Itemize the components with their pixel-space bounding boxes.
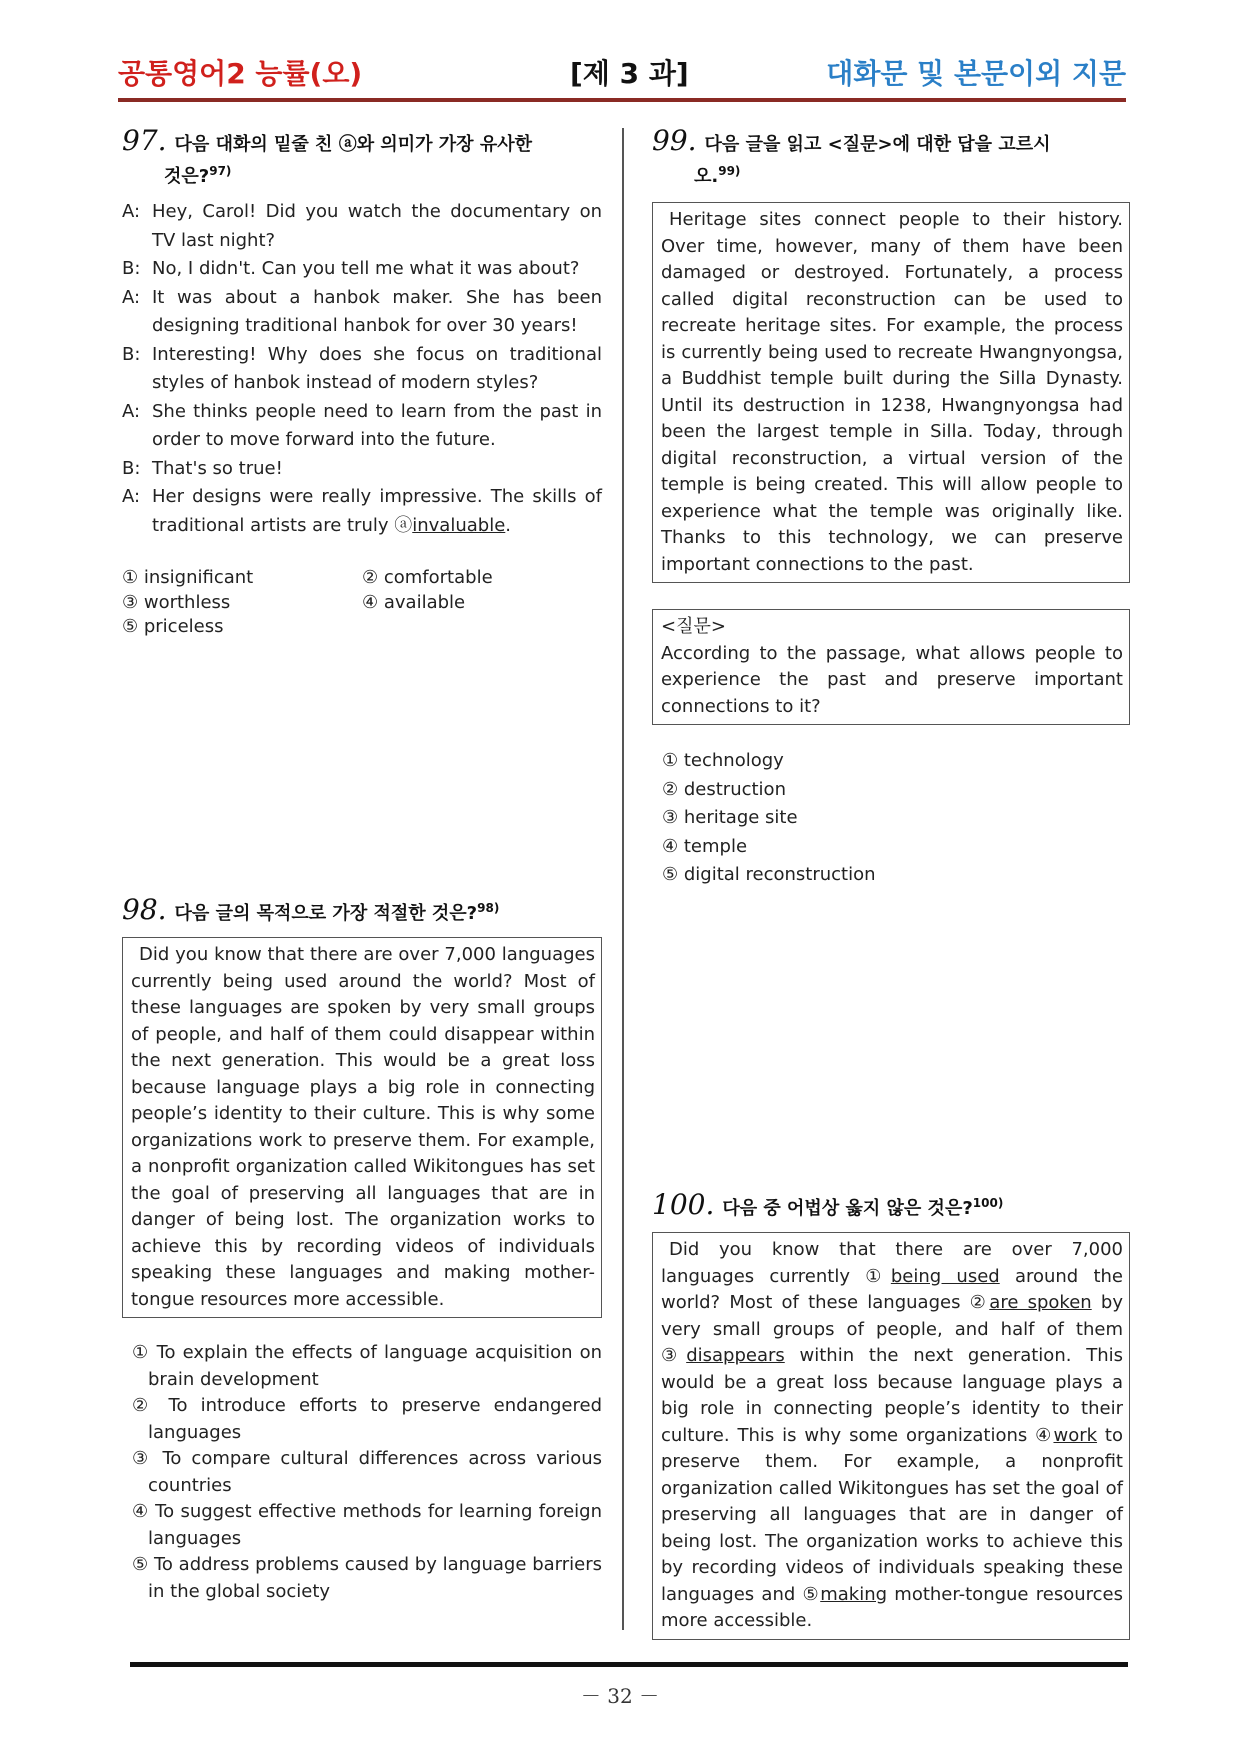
question-98-header — [122, 895, 602, 927]
option-5[interactable]: ⑤ digital reconstruction — [662, 864, 876, 885]
dialog-line — [122, 398, 602, 455]
question-number: 98. — [122, 893, 167, 926]
header-lesson: [제 3 과] — [570, 57, 689, 90]
passage-text: Did you know that there are over 7,000 languages currently ①being used around the world? Most of these languages ②are spoken by very small groups of people, and half of them ③disappears within the next generation. This would be a great loss because language plays a big role in connecting people’s identity to their culture. This is why some organizations ④work to preserve them. For example, a nonprofit organization called Wikitongues has set the goal of preserving all languages that are in danger of being lost. The organization works to achieve this by recording videos of individuals speaking these languages and ⑤making mother-tongue resources more accessible. — [661, 1239, 1123, 1631]
question-97 — [122, 124, 602, 640]
answer-options — [122, 1340, 602, 1605]
header-section: 대화문 및 본문이외 지문 — [826, 57, 1126, 90]
question-number: 100. — [652, 1188, 715, 1221]
question-text: 다음 대화의 밑줄 친 ⓐ와 의미가 가장 유사한 — [174, 134, 532, 155]
speaker: A: — [122, 286, 141, 308]
option-2[interactable]: ② destruction — [662, 778, 786, 800]
question-number: 99. — [652, 124, 697, 157]
question-100-header — [652, 1190, 1130, 1222]
dialog-text: That's so true! — [152, 457, 283, 479]
speaker: A: — [122, 400, 141, 422]
dialog-line — [122, 483, 602, 540]
answer-options — [652, 747, 1130, 890]
dialog-line — [122, 341, 602, 398]
underlined-phrase-4: work — [1053, 1424, 1098, 1446]
option-5[interactable]: ⑤ To address problems caused by language barriers in the global society — [132, 1554, 602, 1602]
underlined-phrase-2: are spoken — [989, 1292, 1092, 1313]
answer-options — [122, 566, 602, 640]
dialog-text: It was about a hanbok maker. She has been designing traditional hanbok for over 30 years! — [152, 286, 602, 336]
dialog-line — [122, 455, 602, 484]
option-4[interactable]: ④ temple — [662, 835, 748, 857]
passage-text: Did you know that there are over 7,000 languages currently being used around the world? Most of these languages are spoken by very small groups of people, and half of them could disappear within the next generation. This would be a great loss because language plays a big role in connecting people’s identity to their culture. This is why some organizations work to preserve them. For example, a nonprofit organization called Wikitongues has set the goal of preserving all languages that are in danger of being lost. The organization works to achieve this by recording videos of individuals speaking these languages and making mother-tongue resources more accessible. — [131, 944, 595, 1310]
option-2[interactable]: ② To introduce efforts to preserve endangered languages — [132, 1395, 602, 1443]
footnote-ref: 98) — [477, 901, 500, 915]
question-text-cont: 오. — [694, 166, 719, 187]
footer-rule — [130, 1662, 1128, 1667]
header-rule — [118, 98, 1126, 102]
question-100 — [652, 1190, 1130, 1640]
footnote-ref: 97) — [209, 164, 232, 178]
question-99-header — [652, 124, 1130, 190]
header-textbook-title: 공통영어2 능률(오) — [118, 57, 363, 90]
speaker: A: — [122, 201, 141, 222]
question-99 — [652, 124, 1130, 890]
underlined-phrase-3: disappears — [686, 1345, 785, 1366]
page-header — [118, 52, 1126, 98]
question-text-cont: 것은? — [164, 166, 210, 187]
underlined-word: invaluable — [412, 514, 506, 536]
dialog-text: Hey, Carol! Did you watch the documentary on TV last night? — [152, 201, 602, 251]
underlined-phrase-5: making — [820, 1583, 888, 1605]
footnote-ref: 99) — [718, 164, 741, 178]
dialog-text: She thinks people need to learn from the past in order to move forward into the future. — [152, 400, 602, 450]
option-4[interactable]: ④ To suggest effective methods for learning foreign languages — [132, 1501, 602, 1549]
option-2[interactable]: ② comfortable — [362, 567, 493, 588]
question-box — [652, 609, 1130, 725]
underlined-phrase-1: being used — [890, 1265, 1000, 1287]
speaker: A: — [122, 486, 141, 507]
question-text: 다음 중 어법상 옳지 않은 것은? — [722, 1198, 973, 1219]
dialog-line — [122, 255, 602, 284]
passage-box — [122, 937, 602, 1318]
dialog-text: Interesting! Why does she focus on traditional styles of hanbok instead of modern styles? — [152, 343, 602, 393]
passage-text: Heritage sites connect people to their history. Over time, however, many of them have been damaged or destroyed. Fortunately, a process called digital reconstruction can be used to recreate heritage sites. For example, the process is currently being used to recreate Hwangnyongsa, a Buddhist temple built during the Silla Dynasty. Until its destruction in 1238, Hwangnyongsa had been the largest temple in Silla. Today, through digital reconstruction, a virtual version of the temple is being created. This will allow people to experience what the temple was originally like. Thanks to this technology, we can preserve important connections to the past. — [661, 209, 1123, 575]
page-number: － 32 － — [580, 1684, 660, 1708]
option-1[interactable]: ① To explain the effects of language acquisition on brain development — [132, 1342, 602, 1390]
speaker: B: — [122, 343, 141, 365]
option-1[interactable]: ① technology — [662, 750, 784, 771]
dialog-text: No, I didn't. Can you tell me what it was about? — [152, 258, 580, 279]
question-box-label: <질문> — [661, 616, 726, 637]
speaker: B: — [122, 457, 141, 479]
option-3[interactable]: ③ worthless — [122, 591, 231, 613]
option-3[interactable]: ③ heritage site — [662, 807, 798, 828]
speaker: B: — [122, 258, 141, 279]
dialog — [122, 198, 602, 540]
passage-box — [652, 202, 1130, 583]
dialog-line — [122, 284, 602, 341]
passage-box — [652, 1232, 1130, 1640]
option-3[interactable]: ③ To compare cultural differences across various countries — [132, 1448, 602, 1496]
column-divider — [622, 128, 624, 1630]
option-1[interactable]: ① insignificant — [122, 567, 254, 588]
question-98 — [122, 895, 602, 1605]
footnote-ref: 100) — [972, 1196, 1004, 1210]
option-5[interactable]: ⑤ priceless — [122, 616, 224, 637]
question-text: 다음 글을 읽고 <질문>에 대한 답을 고르시 — [704, 134, 1051, 155]
option-4[interactable]: ④ available — [362, 591, 466, 613]
question-text: 다음 글의 목적으로 가장 적절한 것은? — [174, 903, 478, 924]
dialog-text: Her designs were really impressive. The skills of traditional artists are truly ⓐinvaluable. — [152, 486, 602, 536]
question-97-header — [122, 124, 602, 190]
question-box-text: According to the passage, what allows people to experience the past and preserve important connections to it? — [661, 642, 1123, 717]
question-number: 97. — [122, 124, 167, 157]
dialog-line — [122, 198, 602, 255]
